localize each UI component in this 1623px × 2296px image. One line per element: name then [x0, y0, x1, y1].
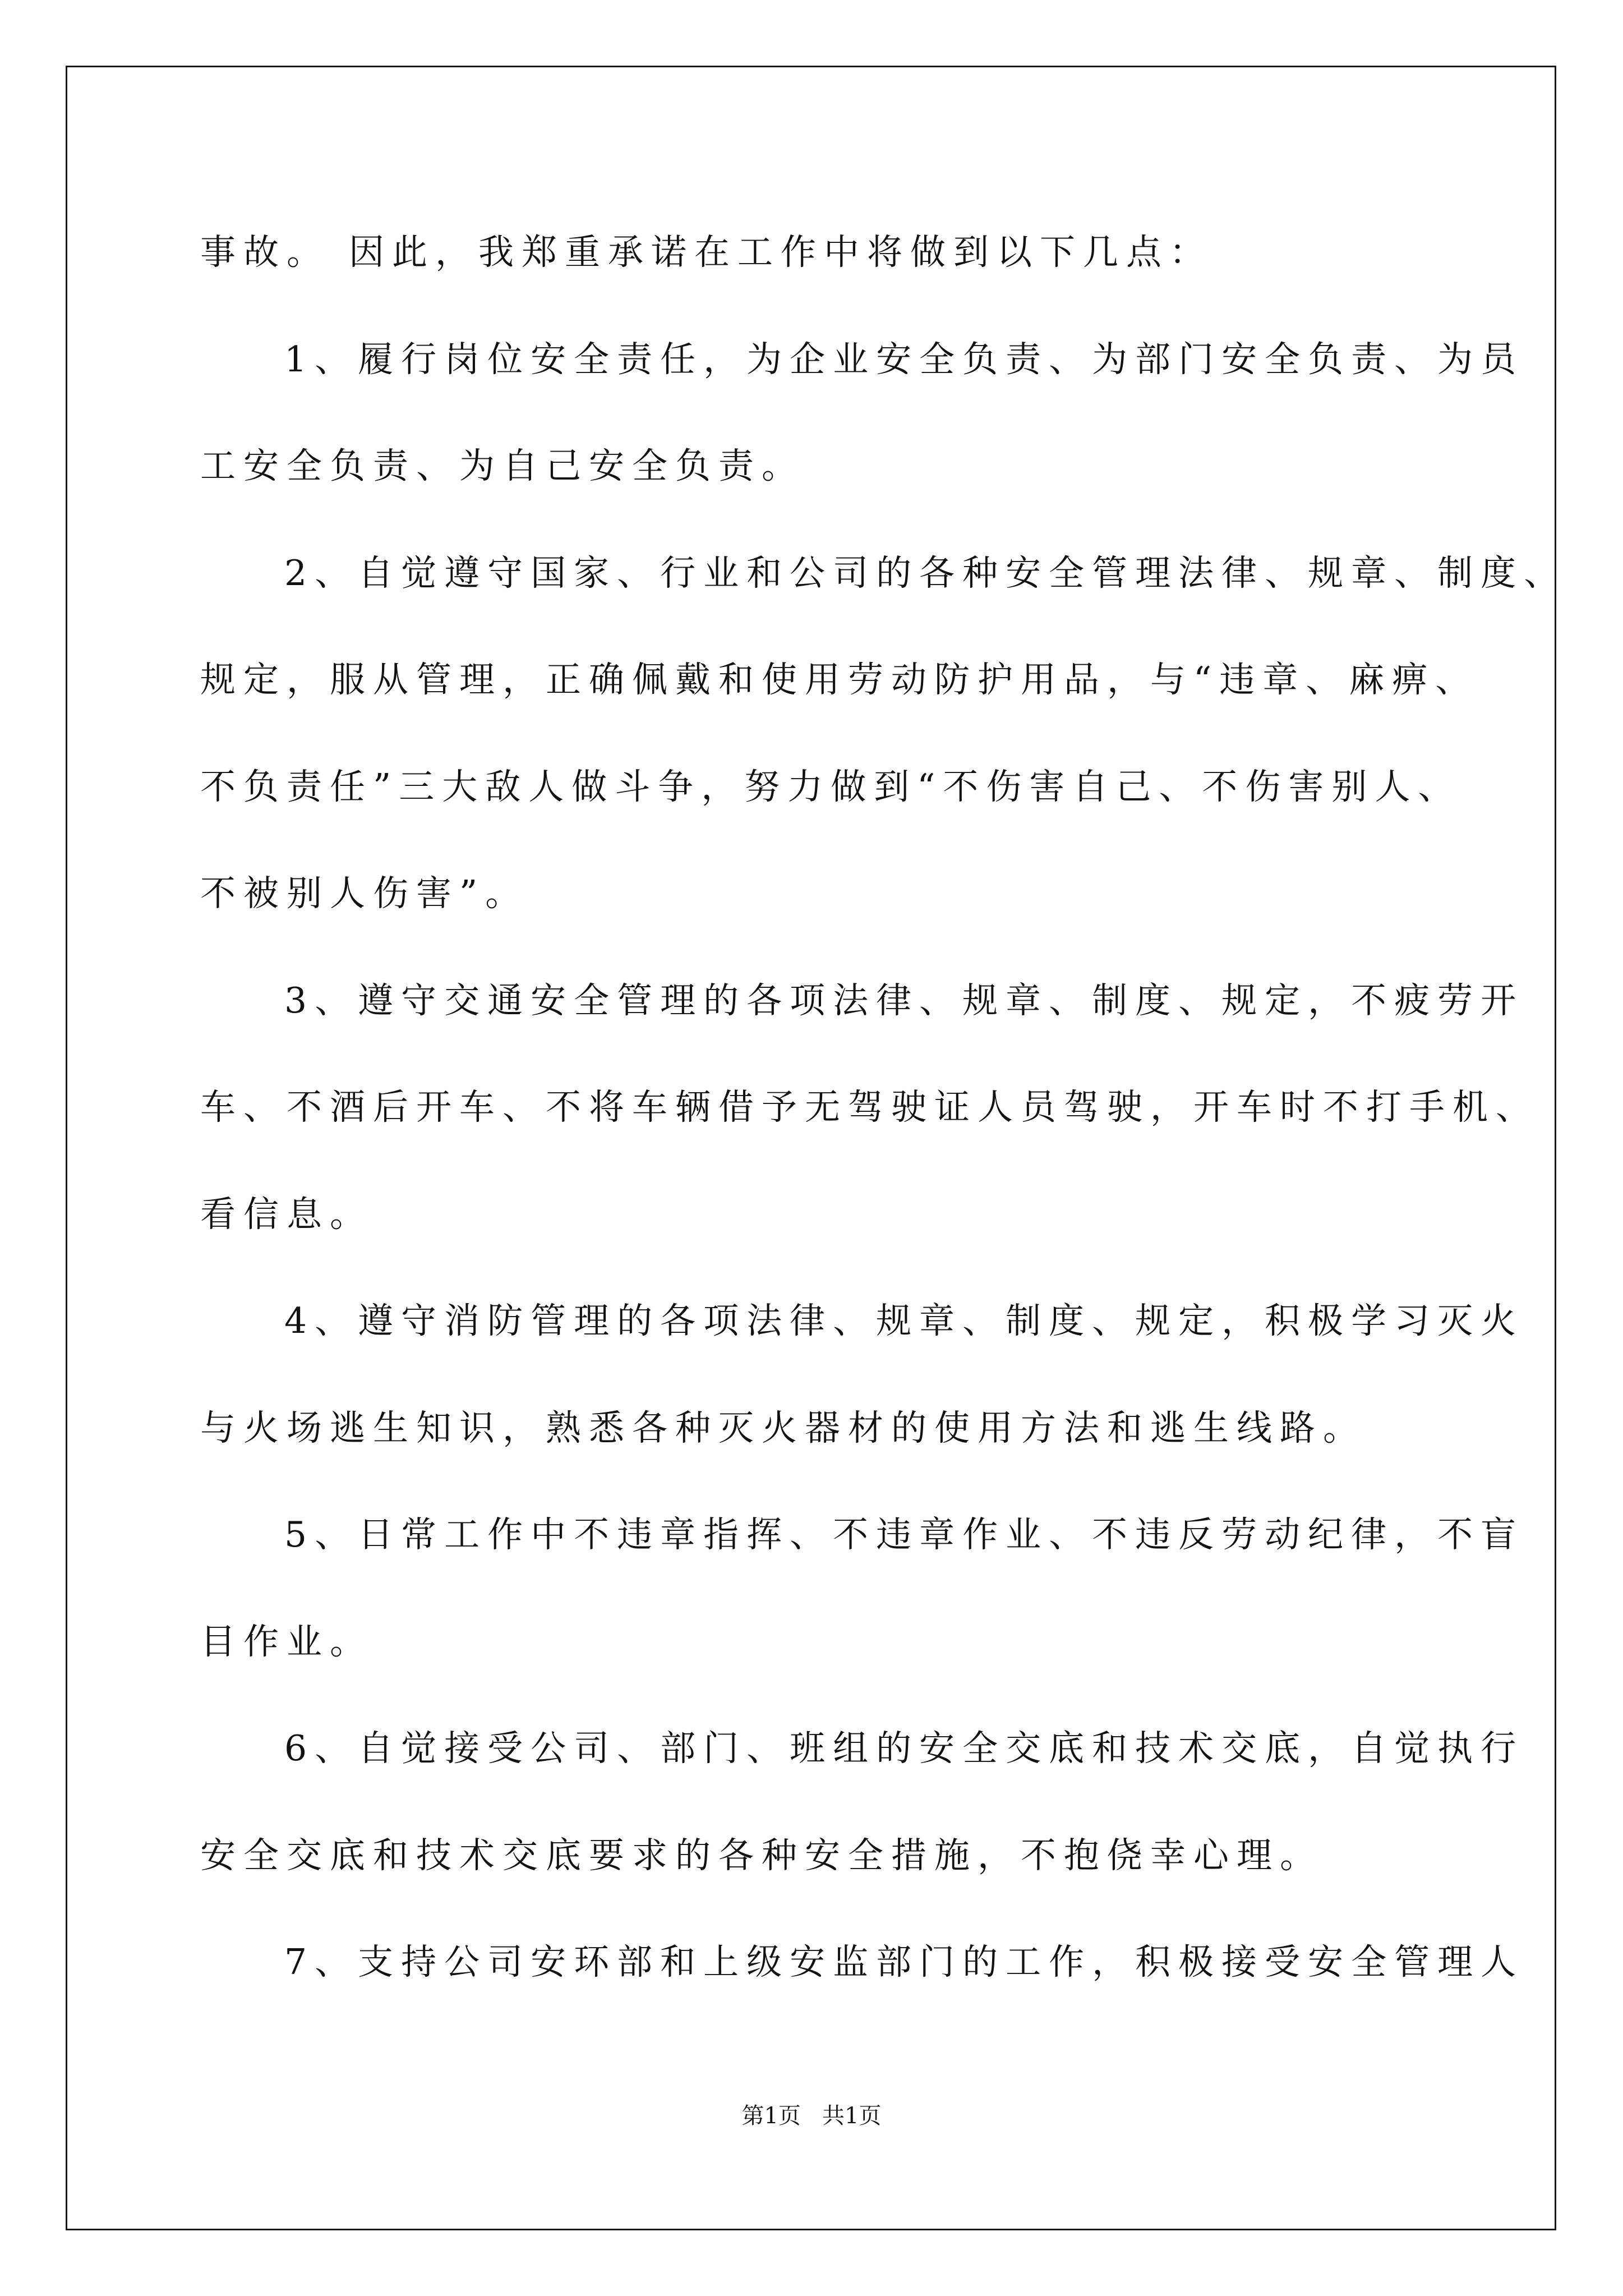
text-line-7: 不被别人伤害”。 — [200, 873, 529, 914]
page-number-footer: 第1页 共1页 — [741, 2103, 882, 2129]
text-line-2: 1、履行岗位安全责任，为企业安全负责、为部门安全负责、为员 — [284, 338, 1524, 380]
text-line-9: 车、不酒后开车、不将车辆借予无驾驶证人员驾驶，开车时不打手机、 — [200, 1087, 1539, 1128]
text-line-3: 工安全负责、为自己安全负责。 — [200, 445, 805, 486]
document-body — [200, 199, 1567, 2016]
text-line-12: 与火场逃生知识，熟悉各种灭火器材的使用方法和逃生线路。 — [200, 1407, 1366, 1448]
text-line-4: 2、自觉遵守国家、行业和公司的各种安全管理法律、规章、制度、 — [284, 552, 1567, 593]
text-line-10: 看信息。 — [200, 1193, 373, 1235]
text-line-6: 不负责任”三大敌人做斗争，努力做到“不伤害自己、不伤害别人、 — [200, 766, 1461, 807]
text-line-16: 安全交底和技术交底要求的各种安全措施，不抱侥幸心理。 — [200, 1834, 1323, 1876]
text-line-11: 4、遵守消防管理的各项法律、规章、制度、规定，积极学习灭火 — [284, 1300, 1524, 1341]
text-line-1: 事故。 因此，我郑重承诺在工作中将做到以下几点： — [200, 232, 1213, 273]
text-line-8: 3、遵守交通安全管理的各项法律、规章、制度、规定，不疲劳开 — [284, 979, 1524, 1021]
text-line-5: 规定，服从管理，正确佩戴和使用劳动防护用品，与“违章、麻痹、 — [200, 659, 1479, 700]
text-line-14: 目作业。 — [200, 1621, 373, 1662]
text-line-15: 6、自觉接受公司、部门、班组的安全交底和技术交底，自觉执行 — [284, 1728, 1524, 1769]
text-line-17: 7、支持公司安环部和上级安监部门的工作，积极接受安全管理人 — [284, 1941, 1524, 1982]
text-line-13: 5、日常工作中不违章指挥、不违章作业、不违反劳动纪律，不盲 — [284, 1514, 1524, 1555]
